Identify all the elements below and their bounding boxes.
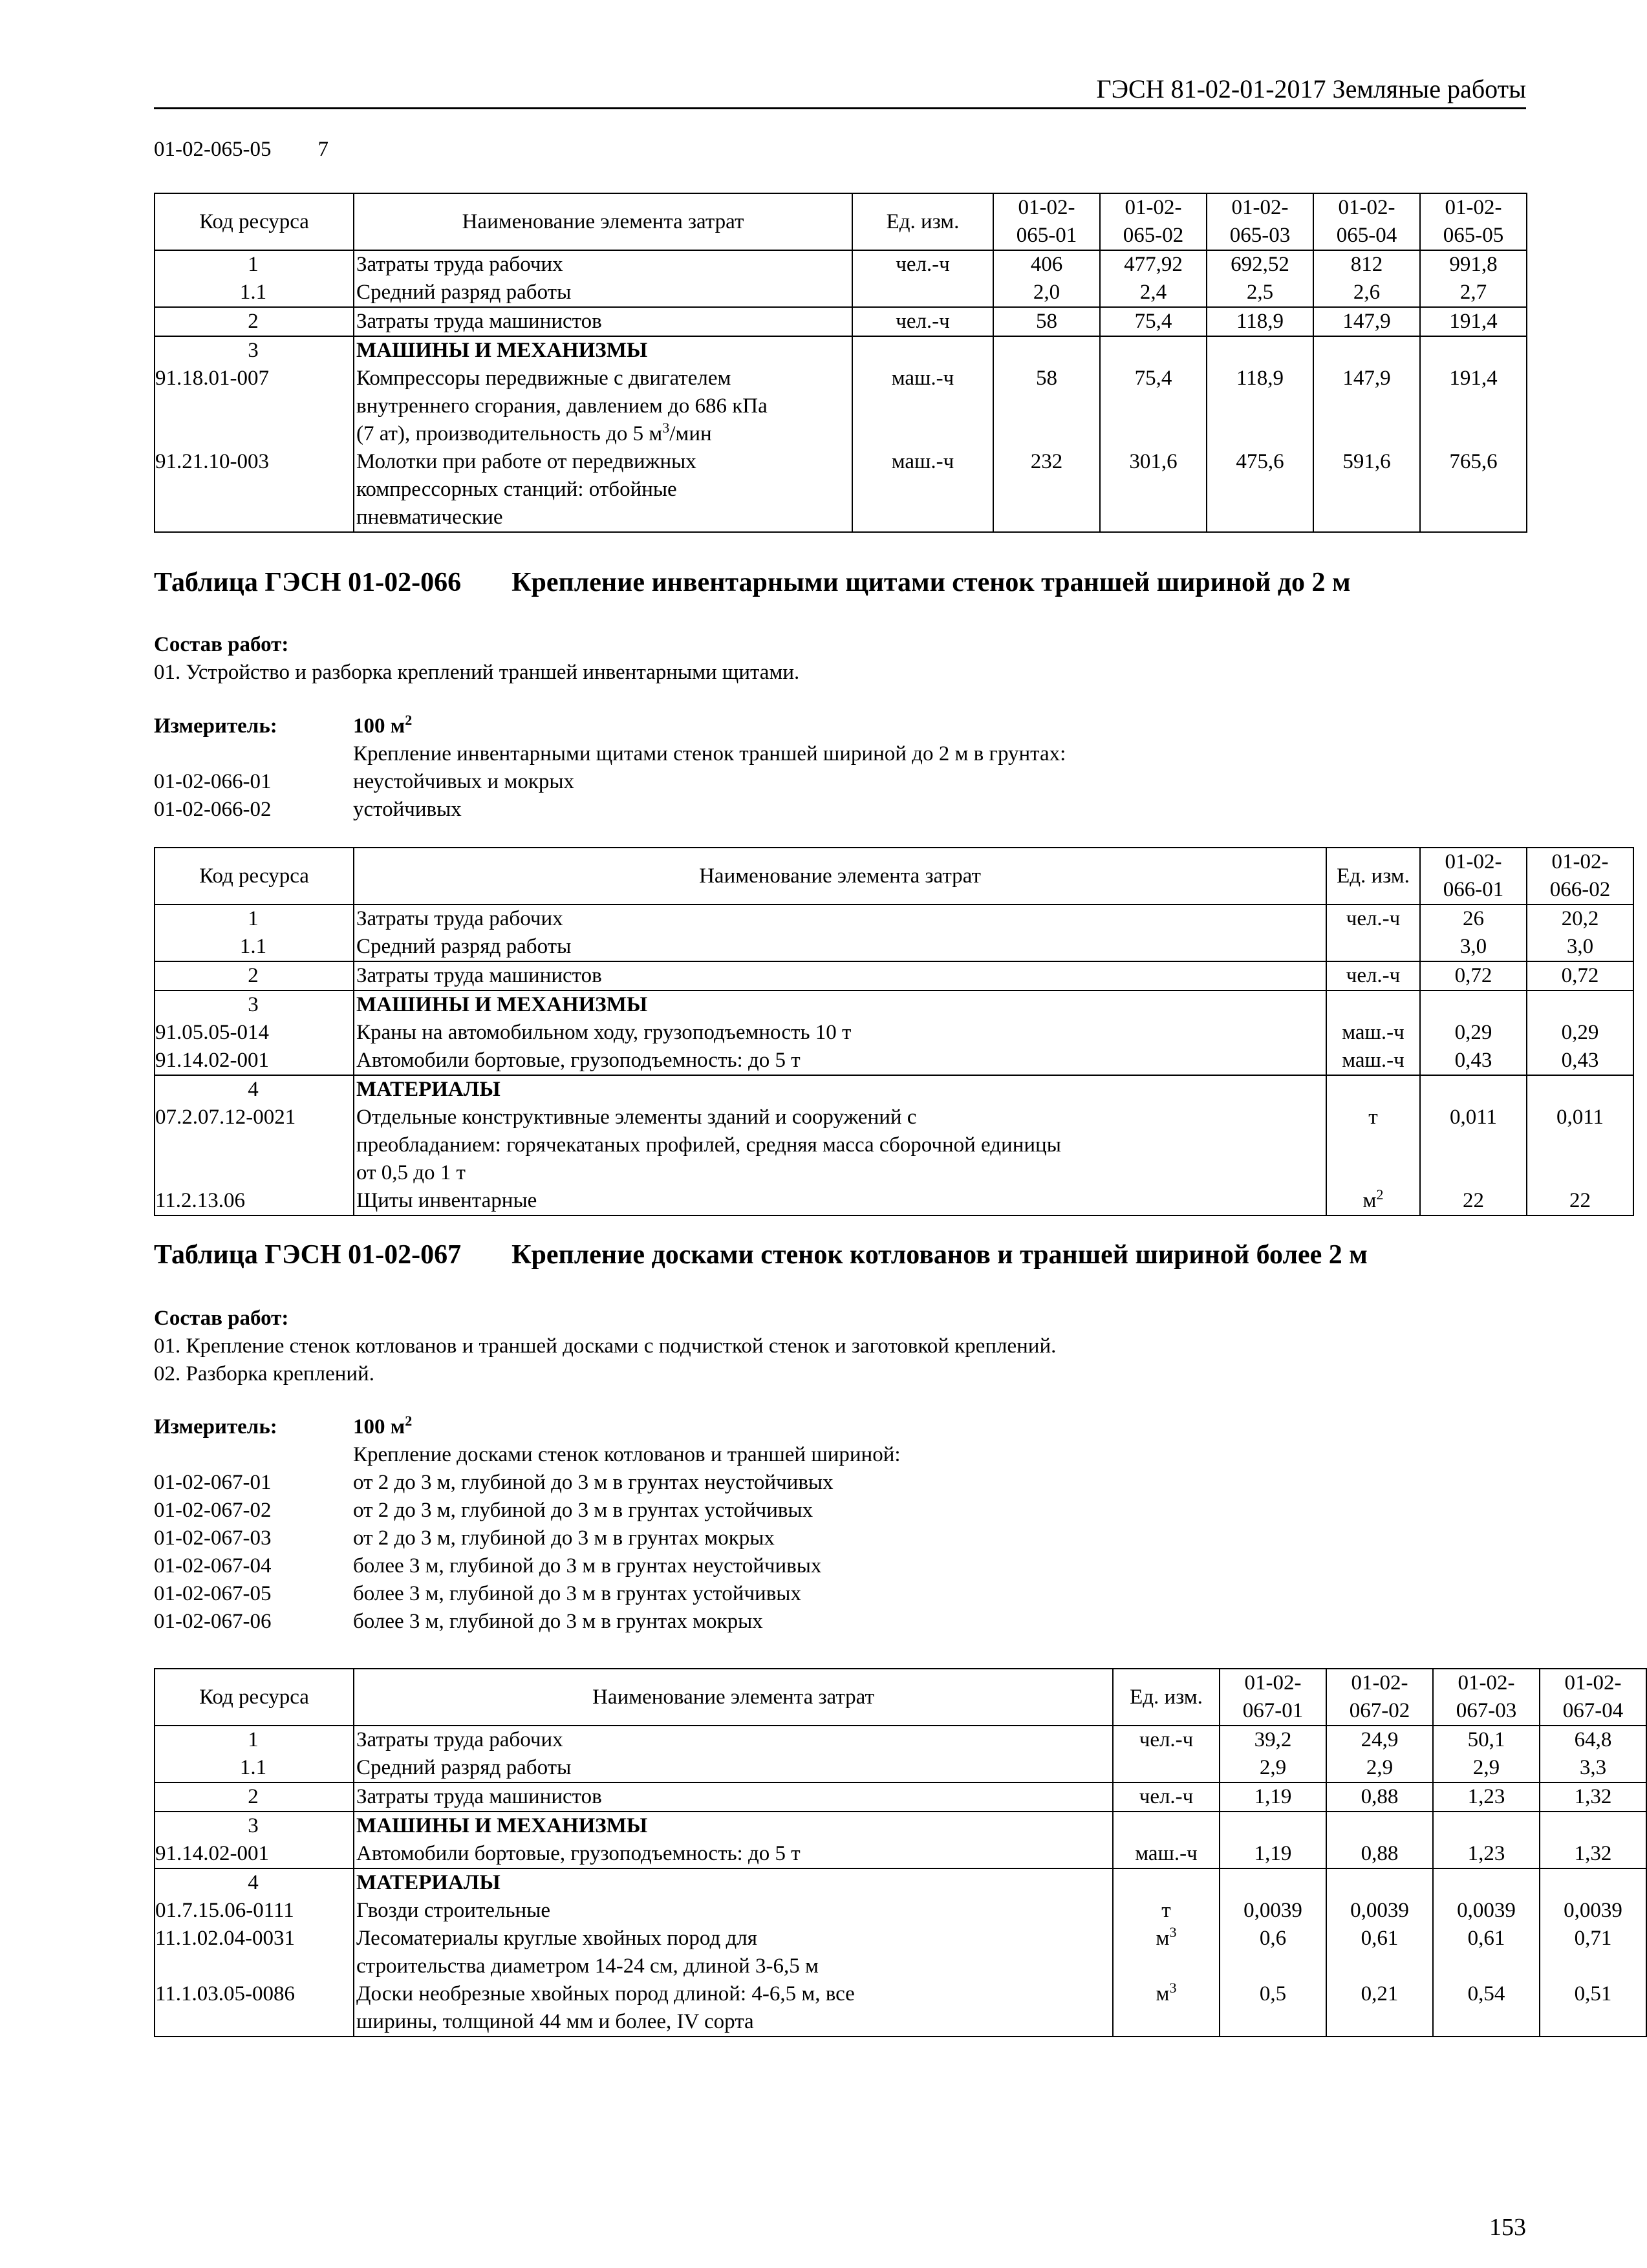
works-composition-066 <box>154 631 1526 687</box>
norm-text: устойчивых <box>353 798 462 821</box>
resource-name: Затраты труда машинистов <box>354 307 852 336</box>
empty-cell <box>1527 990 1633 1019</box>
resource-unit: $м^3$ <box>1113 1980 1220 2037</box>
table-header-row <box>155 848 1633 904</box>
meter-066 <box>154 712 412 740</box>
table-row <box>155 933 1633 961</box>
resource-code: 2 <box>155 1782 354 1812</box>
empty-cell <box>1420 336 1527 365</box>
norm-value: 75,4 <box>1100 365 1207 448</box>
resource-unit: маш.-ч <box>1113 1840 1220 1868</box>
running-header-title: ГЭСН 81-02-01-2017 Земляные работы <box>1096 74 1526 103</box>
meter-label: Измеритель: <box>154 714 277 738</box>
resource-code: 91.18.01-007 <box>155 365 354 448</box>
norm-value: 2,0 <box>993 279 1100 307</box>
resource-name: Молотки при работе от передвижных компрессорных станций: отбойные пневматические <box>354 448 852 532</box>
norm-value: 591,6 <box>1313 448 1420 532</box>
resource-name: Гвозди строительные <box>354 1897 1113 1925</box>
resource-name: Доски необрезные хвойных пород длиной: 4-6,5 м, все ширины, толщиной 44 мм и более, IV сорта <box>354 1980 1113 2037</box>
table-row <box>155 1019 1633 1047</box>
table-row <box>155 1782 1646 1812</box>
table-row <box>155 307 1527 336</box>
resource-name: Затраты труда рабочих <box>354 1726 1113 1754</box>
resource-unit: маш.-ч <box>852 365 993 448</box>
norm-value: 1,19 <box>1220 1782 1326 1812</box>
table-row <box>155 1812 1646 1840</box>
empty-cell <box>1433 1812 1540 1840</box>
col-header-name: Наименование элемента затрат <box>354 1669 1113 1726</box>
table-066-title <box>154 565 1351 600</box>
resource-code: 4 <box>155 1868 354 1897</box>
table-row <box>155 250 1527 279</box>
resource-name: Затраты труда машинистов <box>354 1782 1113 1812</box>
meter-item <box>154 1497 1526 1524</box>
resource-code: 2 <box>155 307 354 336</box>
works-composition-067 <box>154 1305 1526 1388</box>
header-rule <box>154 107 1526 109</box>
norm-value: 2,6 <box>1313 279 1420 307</box>
resource-unit: чел.-ч <box>1326 961 1420 990</box>
resource-name: Компрессоры передвижные с двигателем внутреннего сгорания, давлением до 686 кПа (7 ат), производительность до 5 $м^3$/мин <box>354 365 852 448</box>
norm-value: 58 <box>993 307 1100 336</box>
norm-text: от 2 до 3 м, глубиной до 3 м в грунтах устойчивых <box>353 1499 813 1522</box>
table-row <box>155 1980 1646 2037</box>
table-row <box>155 1726 1646 1754</box>
norm-value: 0,29 <box>1420 1019 1527 1047</box>
work-item: 01. Крепление стенок котлованов и траншей досками с подчисткой стенок и заготовкой креплений. <box>154 1334 1057 1358</box>
norm-value: 0,011 <box>1527 1104 1633 1187</box>
col-header-code: Код ресурса <box>155 1669 354 1726</box>
empty-cell <box>1540 1812 1646 1840</box>
works-label: Состав работ: <box>154 1307 289 1330</box>
meter-item <box>154 1524 1526 1552</box>
meter-item <box>154 1552 1526 1580</box>
resource-code: 3 <box>155 990 354 1019</box>
meter-label: Измеритель: <box>154 1415 277 1439</box>
norm-value: 0,0039 <box>1433 1897 1540 1925</box>
norm-value: 0,88 <box>1326 1840 1433 1868</box>
resource-code: 3 <box>155 1812 354 1840</box>
norm-value: 1,23 <box>1433 1840 1540 1868</box>
norm-text: от 2 до 3 м, глубиной до 3 м в грунтах неустойчивых <box>353 1471 834 1494</box>
work-item: 02. Разборка креплений. <box>154 1362 374 1385</box>
resource-unit: чел.-ч <box>852 250 993 279</box>
norm-value: 39,2 <box>1220 1726 1326 1754</box>
resource-code: 11.1.03.05-0086 <box>155 1980 354 2037</box>
section-heading: МАТЕРИАЛЫ <box>354 1868 1113 1897</box>
table-row <box>155 1104 1633 1187</box>
col-header-norm: 01-02- 065-02 <box>1100 193 1207 250</box>
resource-unit: чел.-ч <box>852 307 993 336</box>
norm-value: 0,72 <box>1527 961 1633 990</box>
norm-value: 2,4 <box>1100 279 1207 307</box>
norm-value: 2,9 <box>1326 1754 1433 1782</box>
empty-cell <box>1540 1868 1646 1897</box>
norm-value: 692,52 <box>1207 250 1313 279</box>
norm-code: 01-02-067-03 <box>154 1526 272 1550</box>
resource-code: 91.14.02-001 <box>155 1840 354 1868</box>
resource-name: Затраты труда машинистов <box>354 961 1326 990</box>
table-row <box>155 1754 1646 1782</box>
norm-value: 0,61 <box>1433 1925 1540 1980</box>
norm-value: 147,9 <box>1313 307 1420 336</box>
norm-text: более 3 м, глубиной до 3 м в грунтах устойчивых <box>353 1582 801 1605</box>
norm-value: 0,29 <box>1527 1019 1633 1047</box>
norm-value: 812 <box>1313 250 1420 279</box>
resource-unit <box>1326 933 1420 961</box>
resource-table-067 <box>154 1668 1647 2037</box>
resource-code: 01.7.15.06-0111 <box>155 1897 354 1925</box>
norm-value: 0,21 <box>1326 1980 1433 2037</box>
meter-intro: Крепление досками стенок котлованов и траншей шириной: <box>353 1443 901 1466</box>
empty-cell <box>993 336 1100 365</box>
norm-value: 147,9 <box>1313 365 1420 448</box>
table-row <box>155 1047 1633 1075</box>
meter-item <box>154 1580 1526 1608</box>
resource-table-066 <box>154 847 1634 1216</box>
col-header-norm: 01-02- 065-03 <box>1207 193 1313 250</box>
resource-name: Краны на автомобильном ходу, грузоподъемность 10 т <box>354 1019 1326 1047</box>
norm-value: 0,61 <box>1326 1925 1433 1980</box>
resource-table-065 <box>154 193 1527 533</box>
col-header-norm: 01-02- 067-01 <box>1220 1669 1326 1726</box>
table-066-code: Таблица ГЭСН 01-02-066 <box>154 568 462 597</box>
resource-code: 1.1 <box>155 933 354 961</box>
resource-name: Щиты инвентарные <box>354 1187 1326 1215</box>
norm-value: 22 <box>1527 1187 1633 1215</box>
norm-value: 0,011 <box>1420 1104 1527 1187</box>
resource-unit: маш.-ч <box>1326 1047 1420 1075</box>
meter-items-067 <box>154 1441 1526 1636</box>
norm-value: 1,32 <box>1540 1782 1646 1812</box>
resource-code: 1.1 <box>155 279 354 307</box>
resource-code: 91.21.10-003 <box>155 448 354 532</box>
table-067-title <box>154 1237 1368 1272</box>
norm-text: более 3 м, глубиной до 3 м в грунтах неустойчивых <box>353 1554 822 1578</box>
page-number: 153 <box>1489 2214 1526 2241</box>
norm-value: 3,3 <box>1540 1754 1646 1782</box>
resource-name: Автомобили бортовые, грузоподъемность: до 5 т <box>354 1840 1113 1868</box>
norm-text: от 2 до 3 м, глубиной до 3 м в грунтах мокрых <box>353 1526 775 1550</box>
resource-unit <box>852 279 993 307</box>
table-067-code: Таблица ГЭСН 01-02-067 <box>154 1240 462 1270</box>
norm-value: 20,2 <box>1527 904 1633 933</box>
col-header-unit: Ед. изм. <box>852 193 993 250</box>
meter-item <box>154 796 1526 824</box>
norm-value: 0,43 <box>1527 1047 1633 1075</box>
resource-unit: т <box>1326 1104 1420 1187</box>
col-header-norm: 01-02- 066-02 <box>1527 848 1633 904</box>
table-header-row <box>155 1669 1646 1726</box>
norm-value: 0,43 <box>1420 1047 1527 1075</box>
empty-cell <box>1113 1812 1220 1840</box>
resource-name: Затраты труда рабочих <box>354 904 1326 933</box>
resource-name: Лесоматериалы круглые хвойных пород для строительства диаметром 14-24 см, длиной 3-6,5 м <box>354 1925 1113 1980</box>
norm-value: 191,4 <box>1420 307 1527 336</box>
resource-code: 11.2.13.06 <box>155 1187 354 1215</box>
norm-value: 2,7 <box>1420 279 1527 307</box>
resource-unit: т <box>1113 1897 1220 1925</box>
empty-cell <box>1100 336 1207 365</box>
norm-value: 0,5 <box>1220 1980 1326 2037</box>
empty-cell <box>1527 1075 1633 1104</box>
resource-code: 07.2.07.12-0021 <box>155 1104 354 1187</box>
norm-value: 50,1 <box>1433 1726 1540 1754</box>
norm-code: 01-02-067-01 <box>154 1471 272 1494</box>
norm-value: 2,9 <box>1433 1754 1540 1782</box>
norm-value: 24,9 <box>1326 1726 1433 1754</box>
norm-value: 58 <box>993 365 1100 448</box>
empty-cell <box>1313 336 1420 365</box>
table-row <box>155 1868 1646 1897</box>
norm-value: 301,6 <box>1100 448 1207 532</box>
empty-cell <box>1326 1075 1420 1104</box>
meter-item <box>154 1608 1526 1636</box>
col-header-norm: 01-02- 067-03 <box>1433 1669 1540 1726</box>
section-heading: МАТЕРИАЛЫ <box>354 1075 1326 1104</box>
meter-intro: Крепление инвентарными щитами стенок траншей шириной до 2 м в грунтах: <box>353 742 1066 765</box>
norm-code: 01-02-067-02 <box>154 1499 272 1522</box>
works-label: Состав работ: <box>154 633 289 656</box>
continuation-code: 01-02-065-05 <box>154 138 272 161</box>
resource-unit: $м^2$ <box>1326 1187 1420 1215</box>
empty-cell <box>1420 1075 1527 1104</box>
norm-value: 0,51 <box>1540 1980 1646 2037</box>
col-header-norm: 01-02- 067-02 <box>1326 1669 1433 1726</box>
resource-unit: маш.-ч <box>852 448 993 532</box>
empty-cell <box>1220 1812 1326 1840</box>
table-row <box>155 1840 1646 1868</box>
col-header-unit: Ед. изм. <box>1326 848 1420 904</box>
table-row <box>155 1187 1633 1215</box>
resource-name: Отдельные конструктивные элементы зданий и сооружений с преобладанием: горячекатаных профилей, средняя масса сборочной единицы от 0,5 до 1 т <box>354 1104 1326 1187</box>
norm-value: 0,54 <box>1433 1980 1540 2037</box>
table-row <box>155 448 1527 532</box>
norm-value: 0,88 <box>1326 1782 1433 1812</box>
norm-value: 3,0 <box>1420 933 1527 961</box>
table-row <box>155 1075 1633 1104</box>
col-header-norm: 01-02- 065-04 <box>1313 193 1420 250</box>
norm-value: 22 <box>1420 1187 1527 1215</box>
resource-code: 91.14.02-001 <box>155 1047 354 1075</box>
norm-value: 75,4 <box>1100 307 1207 336</box>
resource-name: Средний разряд работы <box>354 279 852 307</box>
norm-code: 01-02-066-01 <box>154 770 272 793</box>
col-header-name: Наименование элемента затрат <box>354 848 1326 904</box>
resource-name: Средний разряд работы <box>354 1754 1113 1782</box>
col-header-norm: 01-02- 065-01 <box>993 193 1100 250</box>
meter-item <box>154 768 1526 796</box>
norm-value: 1,19 <box>1220 1840 1326 1868</box>
meter-items-066 <box>154 740 1526 824</box>
norm-value: 0,71 <box>1540 1925 1646 1980</box>
resource-name: Автомобили бортовые, грузоподъемность: до 5 т <box>354 1047 1326 1075</box>
empty-cell <box>1207 336 1313 365</box>
col-header-norm: 01-02- 065-05 <box>1420 193 1527 250</box>
table-row <box>155 990 1633 1019</box>
table-067-description: Крепление досками стенок котлованов и траншей шириной более 2 м <box>511 1240 1368 1270</box>
col-header-code: Код ресурса <box>155 848 354 904</box>
norm-text: более 3 м, глубиной до 3 м в грунтах мокрых <box>353 1610 763 1633</box>
work-item: 01. Устройство и разборка креплений траншей инвентарными щитами. <box>154 661 800 684</box>
norm-value: 0,0039 <box>1326 1897 1433 1925</box>
continuation-line <box>154 136 328 164</box>
table-row <box>155 336 1527 365</box>
table-row <box>155 961 1633 990</box>
resource-code: 1 <box>155 250 354 279</box>
norm-value: 3,0 <box>1527 933 1633 961</box>
resource-code: 2 <box>155 961 354 990</box>
section-heading: МАШИНЫ И МЕХАНИЗМЫ <box>354 336 852 365</box>
continuation-number: 7 <box>318 138 328 161</box>
norm-code: 01-02-067-05 <box>154 1582 272 1605</box>
resource-code: 1 <box>155 904 354 933</box>
resource-name: Средний разряд работы <box>354 933 1326 961</box>
col-header-name: Наименование элемента затрат <box>354 193 852 250</box>
norm-value: 2,9 <box>1220 1754 1326 1782</box>
meter-item <box>154 1469 1526 1497</box>
norm-value: 1,32 <box>1540 1840 1646 1868</box>
resource-unit: чел.-ч <box>1113 1782 1220 1812</box>
norm-value: 0,6 <box>1220 1925 1326 1980</box>
col-header-norm: 01-02- 067-04 <box>1540 1669 1646 1726</box>
table-row <box>155 365 1527 448</box>
norm-value: 1,23 <box>1433 1782 1540 1812</box>
norm-value: 0,72 <box>1420 961 1527 990</box>
norm-value: 232 <box>993 448 1100 532</box>
resource-unit <box>1113 1754 1220 1782</box>
norm-value: 118,9 <box>1207 365 1313 448</box>
empty-cell <box>1220 1868 1326 1897</box>
norm-code: 01-02-066-02 <box>154 798 272 821</box>
empty-cell <box>1433 1868 1540 1897</box>
empty-cell <box>1113 1868 1220 1897</box>
norm-value: 64,8 <box>1540 1726 1646 1754</box>
table-066-description: Крепление инвентарными щитами стенок траншей шириной до 2 м <box>511 568 1351 597</box>
norm-value: 765,6 <box>1420 448 1527 532</box>
meter-value: 100 $м^2$ <box>353 1413 413 1439</box>
resource-unit: маш.-ч <box>1326 1019 1420 1047</box>
section-heading: МАШИНЫ И МЕХАНИЗМЫ <box>354 1812 1113 1840</box>
empty-cell <box>1326 1812 1433 1840</box>
resource-code: 4 <box>155 1075 354 1104</box>
meter-067 <box>154 1413 412 1441</box>
table-row <box>155 1897 1646 1925</box>
resource-unit: чел.-ч <box>1113 1726 1220 1754</box>
norm-code: 01-02-067-06 <box>154 1610 272 1633</box>
meter-value: 100 $м^2$ <box>353 712 413 738</box>
section-heading: МАШИНЫ И МЕХАНИЗМЫ <box>354 990 1326 1019</box>
norm-value: 0,0039 <box>1220 1897 1326 1925</box>
norm-text: неустойчивых и мокрых <box>353 770 575 793</box>
norm-value: 406 <box>993 250 1100 279</box>
norm-value: 475,6 <box>1207 448 1313 532</box>
resource-code: 1.1 <box>155 1754 354 1782</box>
resource-code: 11.1.02.04-0031 <box>155 1925 354 1980</box>
resource-code: 1 <box>155 1726 354 1754</box>
norm-value: 191,4 <box>1420 365 1527 448</box>
table-row <box>155 279 1527 307</box>
norm-value: 2,5 <box>1207 279 1313 307</box>
col-header-unit: Ед. изм. <box>1113 1669 1220 1726</box>
empty-cell <box>1326 990 1420 1019</box>
resource-unit: $м^3$ <box>1113 1925 1220 1980</box>
norm-value: 991,8 <box>1420 250 1527 279</box>
norm-value: 26 <box>1420 904 1527 933</box>
table-row <box>155 1925 1646 1980</box>
norm-code: 01-02-067-04 <box>154 1554 272 1578</box>
table-row <box>155 904 1633 933</box>
resource-code: 91.05.05-014 <box>155 1019 354 1047</box>
empty-cell <box>1326 1868 1433 1897</box>
empty-cell <box>1420 990 1527 1019</box>
resource-unit: чел.-ч <box>1326 904 1420 933</box>
resource-code: 3 <box>155 336 354 365</box>
resource-name: Затраты труда рабочих <box>354 250 852 279</box>
norm-value: 0,0039 <box>1540 1897 1646 1925</box>
norm-value: 477,92 <box>1100 250 1207 279</box>
col-header-norm: 01-02- 066-01 <box>1420 848 1527 904</box>
table-header-row <box>155 193 1527 250</box>
norm-value: 118,9 <box>1207 307 1313 336</box>
col-header-code: Код ресурса <box>155 193 354 250</box>
empty-cell <box>852 336 993 365</box>
